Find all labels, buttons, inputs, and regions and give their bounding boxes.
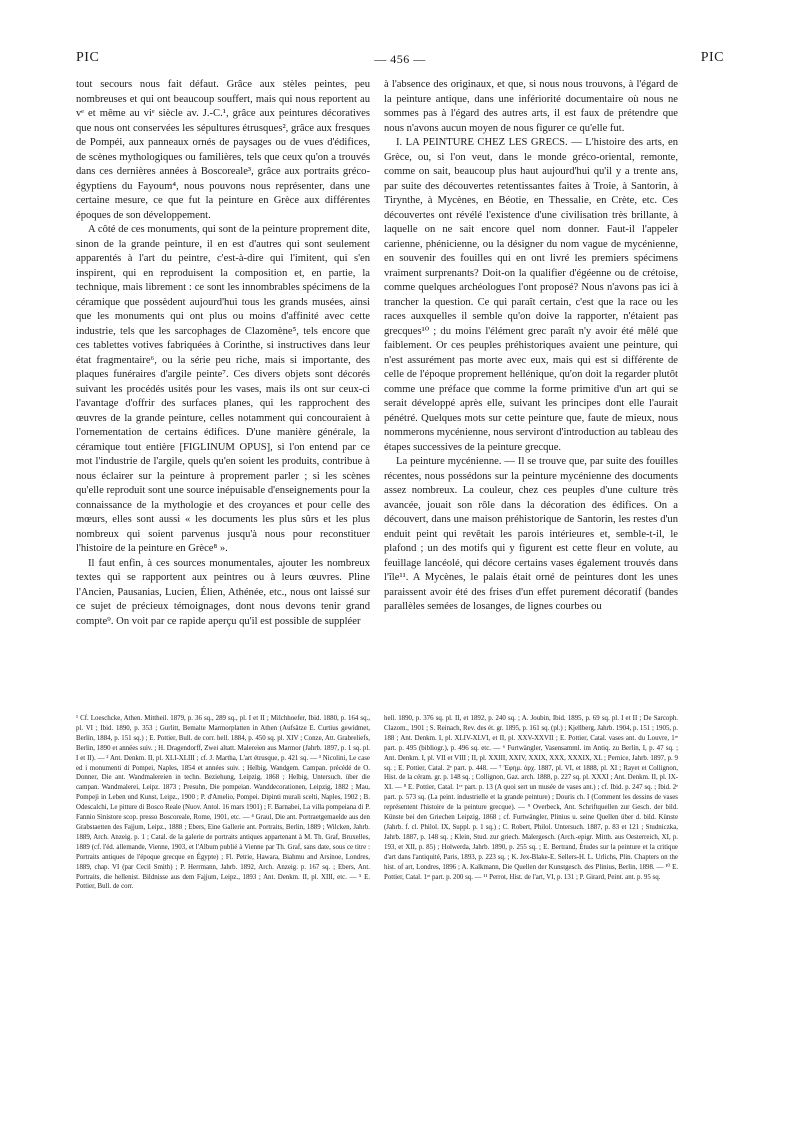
paragraph: A côté de ces monuments, qui sont de la peinture proprement dite, sinon de la grande peinture, il en est d'autres qui sont seulement apparentés à l'art du peintre, c'est-à-dire qui l'imitent, qui s'en inspirent, qui en reproduisent la composition et, en partie, la technique, mais librement : ce sont les innombrables spécimens de la céramique que possèdent aujourd'hui tous les grands musées, ainsi que les monuments qui ont plus ou moins d'affinité avec cette industrie, tels que les sarcophages de Clazomène⁵, tels encore que ces tablettes votives fabriquées à Corinthe, si instructives dans leur état fragmentaire⁶, ou la série peu riche, mais si importante, des plaques funéraires d'argile peinte⁷. Ces divers objets sont décorés suivant les procédés usités pour les vases, mais ils ont sur ceux-ci l'avantage d'offrir des surfaces planes, qui les rapprochent des œuvres de la grande peinture, celles notamment qui concouraient à l'ornementation de certains édifices. D'une manière générale, la céramique tout entière [FIGLINUM OPUS], si l'on entend par ce mot l'industrie de l'argile, quels qu'en soient les produits, contribue à nous éclairer sur la peinture à proprement parler ; si les scènes qu'elle reproduit sont une source inépuisable d'enseignements pour la connaissance de la mythologie et des croyances et pour celle des mœurs, elles sont aussi « les documents les plus sûrs et les plus nombreux qui soient parvenus jusqu'à nous pour reconstituer l'histoire de la peinture en Grèce⁸ ».	[76, 224, 370, 554]
footnotes-text: hell. 1890, p. 376 sq. pl. II, et 1892, p. 240 sq. ; A. Joubin, Ibid. 1895, p. 69 sq. pl. I et II ; De Sarcoph. Clazom., 1901 ; S. Reinach, Rev. des ét. gr. 1895, p. 161 sq. (pl.) ; Kjellberg, Jahrb. 1904, p. 151 ; 1905, p. 188 ; Ant. Denkm. I, pl. XLIV-XLVI, et II, pl. XXV-XXVII ; E. Pottier, Catal. vases ant. du Louvre, 1ʳᵉ part. p. 495 (bibliogr.), p. 496 sq. etc. — ⁶ Furtwängler, Vasensamml. im Antiq. zu Berlin, I, p. 47 sq. ; Ant. Denkm. I, pl. VII et VIII ; II, pl. XXIII, XXIV, XXIX, XXX, XXXIX, XL ; Pernice, Jahrb. 1897, p. 9 sq. ; E. Pottier, Catal. 2ᵉ part. p. 448. — ⁷ Ἐφημ. ἀρχ. 1887, pl. VI, et 1888, pl. XI ; Rayet et Collignon, Hist. de la céram. gr. p. 148 sq. ; Collignon, Gaz. arch. 1888, p. 227 sq. pl. XXXI ; Ant. Denkm. II, pl. IX-XI. — ⁸ E. Pottier, Catal. 1ʳᵉ part. p. 13 (A quoi sert un musée de vases ant.) ; cf. Ibid. p. 247 sq. ; Ibid. 2ᵉ part. p. 573 sq. (La peint. industrielle et la grande peinture) ; Douris ch. I (Comment les dessins de vases représentent l'histoire de la peinture grecque). — ⁹ Overbeck, Ant. Schriftquellen zur Gesch. der bild. Künste bei den Griechen Leipzig, 1868 ; cf. Furtwängler, Plinius u. seine Quellen über d. bild. Künste (Jahrb. f. cl. Philol. IX, Suppl. p. 1 sq.) ; C. Robert, Philol. Untersuch. 1887, p. 83 et 121 ; Studniczka, Jahrb. 1887, p. 148 sq. ; Klein, Stud. zur griech. Malergesch. (Arch.-epigr. Mitth. aus Oesterreich, XI, p. 193, et XII, p. 85) ; Holwerda, Jahrb. 1890, p. 255 sq. ; E. Bertrand, Études sur la peinture et la critique d'art dans l'antiquité, Paris, 1893, p. 223 sq. ; K. Jex-Blake-E. Sellers-H. L. Urlichs, Plin. Chapters on the hist. of art, Londres, 1896 ; A. Kalkmann, Die Quellen der Kunstgesch. des Plinius, Berlin, 1898. — ¹⁰ E. Pottier, Catal. 1ʳᵉ part. p. 200 sq. — ¹¹ Perrot, Hist. de l'art, VI, p. 131 ; P. Girard, Peint. ant. p. 95 sq.	[384, 715, 678, 881]
footnotes-text: ¹ Cf. Loeschcke, Athen. Mittheil. 1879, p. 36 sq., 289 sq., pl. I et II ; Milchhoefer, Ibid. 1880, p. 164 sq., pl. VI ; Ibid. 1890, p. 353 ; Gurlitt, Bemalte Marmorplatten in Athen (Aufsätze E. Curtius gewidmet, Berlin, 1884, p. 151 sq.) ; E. Pottier, Bull. de corr. hell. 1884, p. 450 sq. pl. XIV ; Conze, Att. Grabreliefs, Berlin, 1890 et années suiv. ; H. Dragendorff, Zwei altatt. Malereien aus Marmor (Jahrb. 1897, p. 1 sq. pl. I et II). — ² Ant. Denkm. II, pl. XLI-XLIII ; cf. J. Martha, L'art étrusque, p. 421 sq. — ³ Nicolini, Le case ed i monumenti di Pompei, Naples, 1854 et années suiv. ; Helbig, Wandgem. Campan. précédé de O. Donner, Die ant. Wandmalereien in techn. Beziehung, Leipzig, 1868 ; Helbig, Untersuch. über die campan. Wandmalerei, Leipz. 1873 ; Presuhn, Die pompeian. Wanddecorationen, Leipzig, 1882 ; Mau, Pompeji in Leben und Kunst, Leipz., 1900 ; P. d'Amelio, Pompei. Dipinti murali scelti, Naples, 1902 ; B. Odescalchi, Le pitture di Bosco Reale (Nuov. Antol. 16 mars 1901) ; F. Barnabei, La villa pompeiana di P. Fannio Sinistore scop. presso Boscoreale, Rome, 1901, etc. — ⁴ Graul, Die ant. Portraetgemaelde aus den Grabstaetten des Fajjum, Leipz., 1888 ; Ebers, Eine Gallerie ant. Portraits, Berlin, 1889 ; Wilcken, Jahrb. 1889, Arch. Anzeig. p. 1 ; Catal. de la galerie de portraits antiques appartenant à M. Th. Graf, Bruxelles, 1889 (cf. l'éd. allemande, Vienne, 1903, et l'Album publié à Vienne par Th. Graf, sans date, sous ce titre : Portraits antiques de l'époque grecque en Égypte) ; Fl. Petrie, Hawara, Biahmu and Arsinoe, Londres, 1889, chap. VI (par Cecil Smith) ; P. Herrmann, Jahrb. 1892, Arch. Anzeig. p. 167 sq. ; Ebers, Ant. Portraits, die hellenist. Bildnisse aus dem Fajjum, Leipz., 1893 ; Ant. Denkm. II, pl. XIII, etc. — ⁵ E. Pottier, Bull. de corr.	[76, 715, 370, 891]
page-number: — 456 —	[374, 52, 426, 66]
running-header	[76, 50, 724, 70]
paragraph: tout secours nous fait défaut. Grâce aux stèles peintes, peu nombreuses et qui ont beaucoup souffert, mais qui nous reportent au vᵉ et même au viᵉ siècle av. J.-C.¹, grâce aux peintures décoratives que nous ont conservées les sépultures étrusques², grâce aux fresques de Pompéi, aux panneaux ornés de paysages ou de vues d'édifices, de scènes mythologiques ou familières, tels que ceux qu'on a trouvés dans ces dernières années à Boscoreale³, grâce aux portraits gréco-égyptiens du Fayoum⁴, nous pouvons nous représenter, dans une certaine mesure, ce que fut la peinture en Grèce aux différentes époques de son développement.	[76, 79, 370, 221]
paragraph: à l'absence des originaux, et que, si nous nous trouvons, à l'égard de la peinture antique, dans une infériorité documentaire où nous ne sommes pas à l'égard des autres arts, il est faux de prétendre que nous n'avons aucun moyen de nous figurer ce qu'elle fut.	[384, 79, 678, 134]
footnotes-left	[76, 714, 370, 892]
header-left-keyword: PIC	[76, 50, 100, 65]
footnotes-right	[384, 714, 678, 882]
subsection-paragraph: La peinture mycénienne. — Il se trouve que, par suite des fouilles récentes, nous possédons sur la peinture mycénienne des documents assez nombreux. La couleur, chez ces peuples d'une culture très avancée, jouait son rôle dans la décoration des édifices. On a découvert, dans une maison préhistorique de Santorin, les restes d'un enduit peint qui revêtait les parois intérieures et, semble-t-il, le plafond ; un des motifs qui y figurent est cette fleur en volute, au feuillage lancéolé, qui décore certains vases également trouvés dans l'île¹¹. A Mycènes, le palais était orné de peintures dont les unes paraissent avoir été des frises d'un effet purement décoratif (bandes parallèles semées de losanges, de lignes courbes ou	[384, 456, 678, 612]
header-right-keyword: PIC	[700, 50, 724, 65]
section-paragraph: I. LA PEINTURE CHEZ LES GRECS. — L'histoire des arts, en Grèce, ou, si l'on veut, dans le monde gréco-oriental, remonte, comme on sait, beaucoup plus haut aujourd'hui qu'il y a trente ans, par suite des découvertes retentissantes faites à Troie, à Santorin, à Tirynthe, à Mycènes, en Béotie, en Thessalie, en Crète, etc. Ces découvertes ont révélé l'existence d'une civilisation très brillante, à laquelle on ne sait encore quel nom donner. Faut-il l'appeler carienne, phénicienne, ou la désigner du nom vague de mycénienne, en souvenir des fouilles qui en ont livré les premiers spécimens vraiment surprenants? Doit-on la qualifier d'égéenne ou de crétoise, comme quelques archéologues l'ont proposé? Nous n'avons pas ici à trancher la question. Ce qui paraît certain, c'est que la race ou les races auxquelles il semble qu'on doive la rapporter, n'étaient pas grecques¹⁰ ; du moins l'élément grec paraît n'y avoir été mêlé que faiblement. Or ces peuples préhistoriques avaient une peinture, qui n'est assurément pas morte avec eux, mais qui est si différente de celle de l'époque proprement hellénique, qu'on doit la regarder plutôt comme une préface que comme la forme primitive d'un art qui se serait développé après elle, suivant les principes dont elle l'aurait pénétré. Quelques mots sur cette peinture que, faute de mieux, nous nommerons mycénienne, nous serviront d'introduction au tableau des étapes successives de la peinture grecque.	[384, 137, 678, 453]
paragraph: Il faut enfin, à ces sources monumentales, ajouter les nombreux textes qui se rapportent aux peintres ou à leurs œuvres. Pline l'Ancien, Pausanias, Lucien, Élien, Athénée, etc., nous ont laissé sur ce sujet de précieux témoignages, dont nous devons tenir grand compte⁹. On voit par ce rapide aperçu qu'il est possible de suppléer	[76, 557, 370, 627]
right-column	[384, 78, 678, 615]
left-column	[76, 78, 370, 629]
